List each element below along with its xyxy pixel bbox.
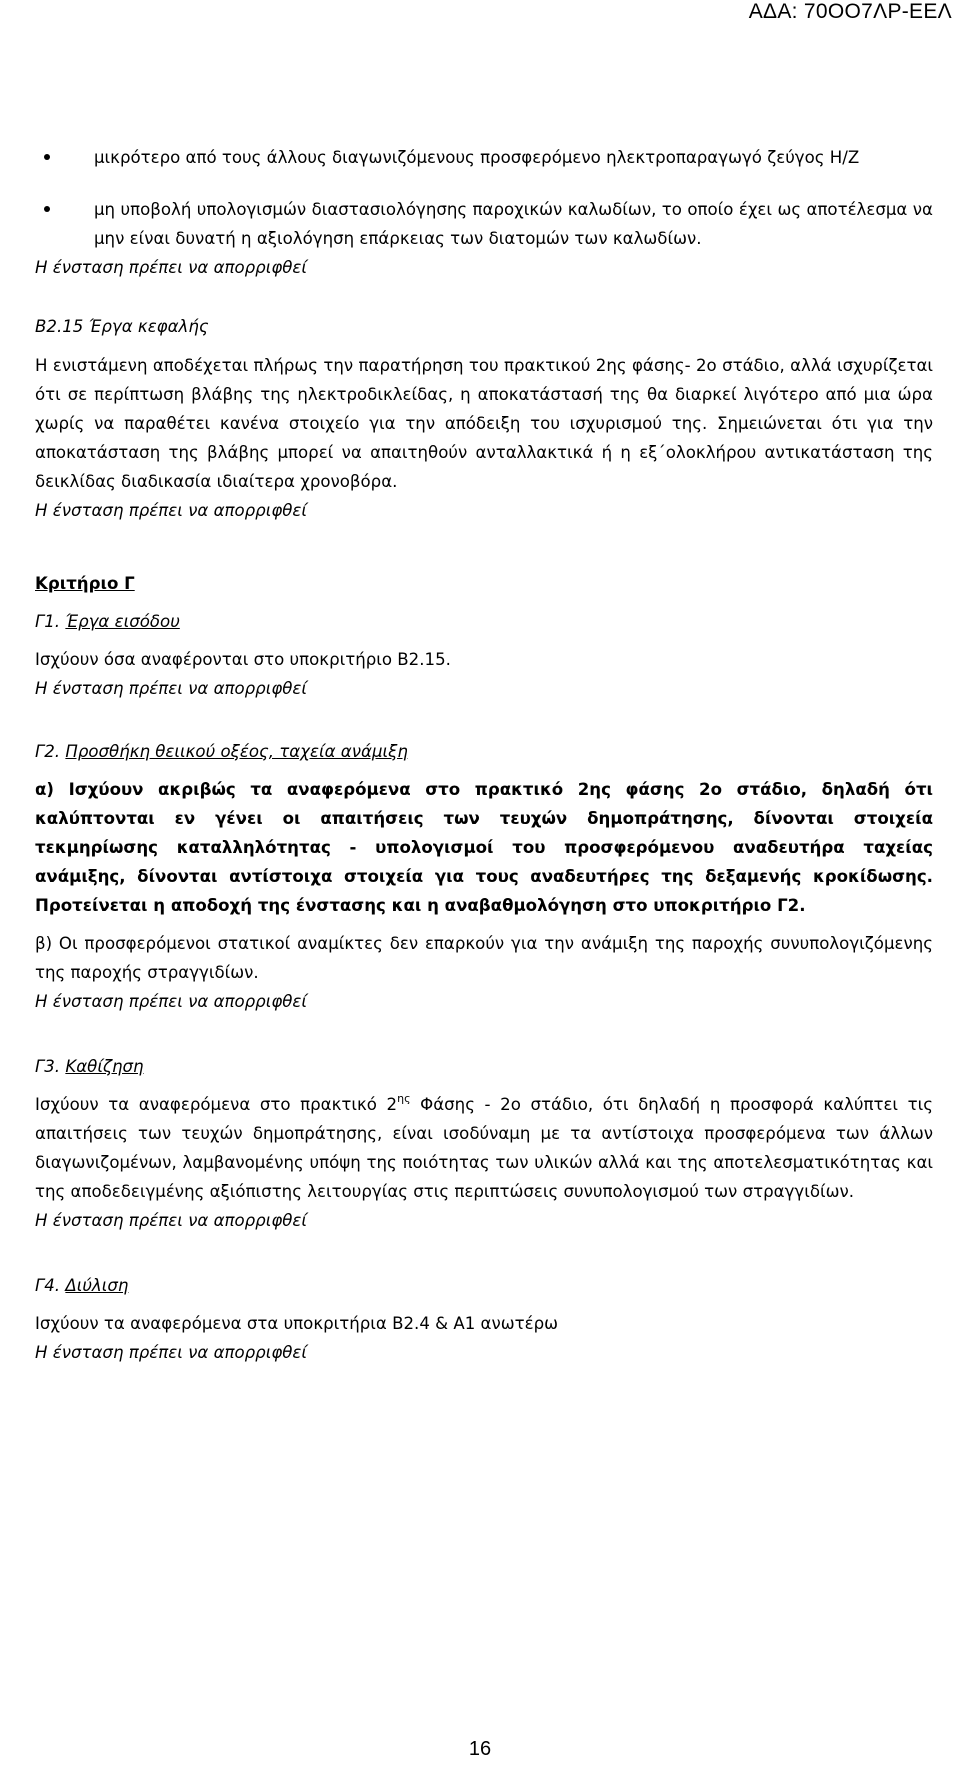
rejection-note: Η ένσταση πρέπει να απορριφθεί [35, 501, 308, 520]
subsection-title: Προσθήκη θειικού οξέος, ταχεία ανάμιξη [65, 742, 408, 761]
document-body [35, 143, 933, 1367]
paragraph-text: Ισχύουν τα αναφερόμενα στο πρακτικό 2 [35, 1095, 398, 1114]
paragraph-g4: Ισχύουν τα αναφερόμενα στα υποκριτήρια Β2.4 & Α1 ανωτέρω [35, 1314, 559, 1333]
subsection-heading-g1 [35, 607, 933, 636]
paragraph-g3 [35, 1090, 933, 1206]
subsection-title: Έργα κεφαλής [88, 317, 209, 336]
paragraph-g2b: β) Οι προσφερόμενοι στατικοί αναμίκτες δεν επαρκούν για την ανάμιξη της παροχής συνυπολογιζόμενης της παροχής στραγγιδίων. [35, 934, 933, 982]
paragraph-text: Φάσης - 2ο στάδιο, ότι δηλαδή η προσφορά καλύπτει τις απαιτήσεις των τευχών δημοπράτησης, είναι ισοδύναμη με τα αντίστοιχα προσφερόμενα των άλλων διαγωνιζομένων, λαμβανομένης υπόψη της ποιότητας των υλικών αλλά και της αποτελεσματικότητας και της αποδεδειγμένης αξιόπιστης λειτουργίας στις περιπτώσεις συνυπολογισμού των στραγγιδίων. [35, 1095, 933, 1201]
subsection-title: Έργα εισόδου [65, 612, 180, 631]
paragraph-text: Σημειώνεται ότι για την αποκατάσταση της βλάβης μπορεί να απαιτηθούν ανταλλακτικά ή η εξ΄ολοκλήρου αντικατάσταση της δεικλίδας διαδικασία ιδιαίτερα χρονοβόρα. [35, 414, 933, 491]
subsection-number: Γ3. [35, 1057, 61, 1076]
rejection-note: Η ένσταση πρέπει να απορριφθεί [35, 1211, 308, 1230]
subsection-number: Γ4. [35, 1276, 61, 1295]
rejection-note: Η ένσταση πρέπει να απορριφθεί [35, 679, 308, 698]
subsection-number: Γ1. [35, 612, 61, 631]
criterion-heading: Κριτήριο Γ [35, 574, 135, 593]
bullet-item: μικρότερο από τους άλλους διαγωνιζόμενους προσφερόμενο ηλεκτροπαραγωγό ζεύγος Η/Ζ [35, 143, 933, 172]
ada-header: ΑΔΑ: 70ΟΟ7ΛΡ-ΕΕΛ [748, 0, 952, 23]
subsection-number: Β2.15 [35, 317, 84, 336]
subsection-heading-g3 [35, 1052, 933, 1081]
paragraph-b215 [35, 351, 933, 496]
subsection-number: Γ2. [35, 742, 61, 761]
page-number: 16 [468, 1738, 492, 1760]
paragraph-text: Η ενιστάμενη αποδέχεται πλήρως την παρατήρηση του πρακτικού 2ης φάσης- 2ο στάδιο, αλλά ισχυρίζεται ότι σε περίπτωση βλάβης της ηλεκτροδικλείδας, η αποκατάστασή της θα διαρκεί λιγότερο από μια ώρα χωρίς να παραθέτει κανένα στοιχείο για την απόδειξη του ισχυρισμού της. [35, 356, 933, 433]
subsection-heading-g4 [35, 1271, 933, 1300]
subsection-title: Διύλιση [65, 1276, 129, 1295]
subsection-heading-g2 [35, 737, 933, 766]
rejection-note: Η ένσταση πρέπει να απορριφθεί [35, 1343, 308, 1362]
bullet-item: μη υποβολή υπολογισμών διαστασιολόγησης παροχικών καλωδίων, το οποίο έχει ως αποτέλεσμα να μην είναι δυνατή η αξιολόγηση επάρκειας των διατομών των καλωδίων. [35, 195, 933, 253]
bullet-list [35, 143, 933, 253]
subsection-heading-b215 [35, 312, 933, 341]
subsection-title: Καθίζηση [65, 1057, 144, 1076]
paragraph-g2a: α) Ισχύουν ακριβώς τα αναφερόμενα στο πρακτικό 2ης φάσης 2ο στάδιο, δηλαδή ότι καλύπτονται εν γένει οι απαιτήσεις των τευχών δημοπράτησης, δίνονται στοιχεία τεκμηρίωσης καταλληλότητας - υπολογισμοί του προσφερόμενου αναδευτήρα ταχείας ανάμιξης, δίνονται αντίστοιχα στοιχεία για τους αναδευτήρες της δεξαμενής κροκίδωσης. Προτείνεται η αποδοχή της ένστασης και η αναβαθμολόγηση στο υποκριτήριο Γ2. [35, 780, 933, 915]
rejection-note: Η ένσταση πρέπει να απορριφθεί [35, 258, 308, 277]
paragraph-g1: Ισχύουν όσα αναφέρονται στο υποκριτήριο Β2.15. [35, 650, 451, 669]
superscript: ης [397, 1092, 411, 1105]
rejection-note: Η ένσταση πρέπει να απορριφθεί [35, 992, 308, 1011]
